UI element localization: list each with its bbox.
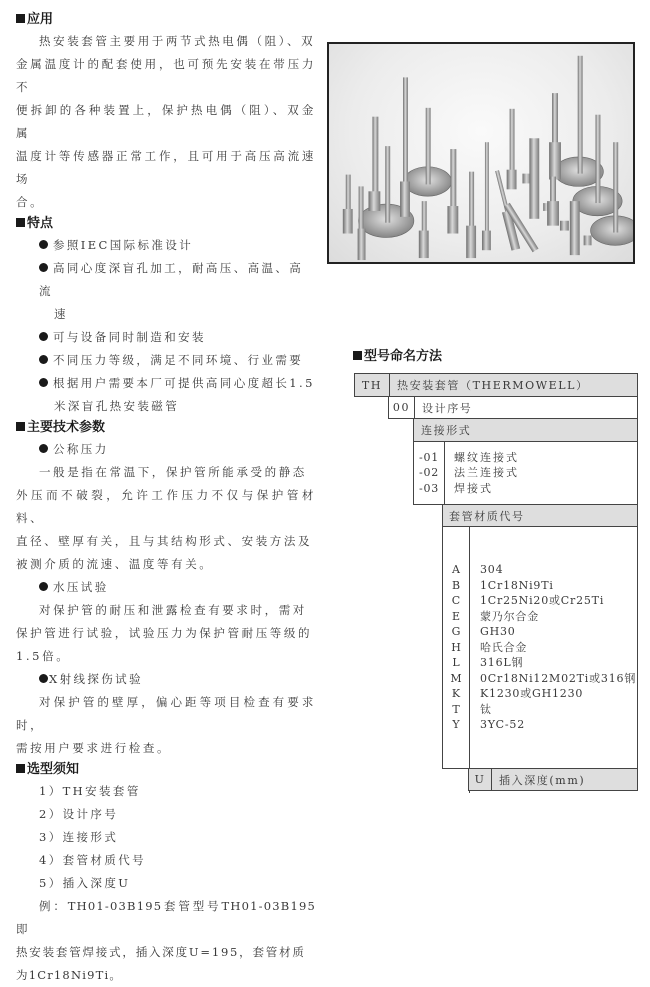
divider [469, 527, 470, 793]
material-name-list [480, 527, 636, 768]
application-line: 合。 [16, 195, 45, 209]
material-code-list [443, 527, 469, 768]
application-line: 热安装套管主要用于两节式热电偶（阻）、双 [39, 34, 316, 48]
table-row-depth [468, 768, 638, 791]
feature-text: 不同压力等级，满足不同环境、行业需要 [53, 353, 304, 367]
paragraph-line: 直径、壁厚有关，且与其结构形式、安装方法及 [16, 534, 313, 548]
selection-item: 1）TH安装套管 [39, 784, 141, 798]
application-line: 金属温度计的配套使用，也可预先安装在带压力不 [16, 57, 316, 94]
material-code: H [451, 640, 461, 654]
paragraph-line: 保护管进行试验，试验压力为保护管耐压等级的 [16, 626, 313, 640]
header-cell: 连接形式 [421, 424, 472, 437]
subheading-text: 公称压力 [53, 442, 109, 456]
paragraph-line: 外压而不破裂，允许工作压力不仅与保护管材料、 [16, 488, 316, 525]
feature-text-cont: 米深盲孔热安装磁管 [54, 399, 180, 413]
paragraph-line: 一般是指在常温下，保护管所能承受的静态 [39, 465, 307, 479]
conn-code: -03 [418, 481, 440, 495]
paragraph-line: 需按用户要求进行检查。 [16, 741, 172, 755]
table-row-material-body [442, 526, 638, 769]
material-name: 304 [480, 563, 504, 577]
table-row-conn-header [413, 418, 638, 442]
desc-cell: 热安装套管（THERMOWELL） [397, 379, 589, 392]
heading-text: 选型须知 [27, 762, 80, 777]
table-row-th [354, 373, 638, 397]
feature-text: 高同心度深盲孔加工，耐高压、高温、高流 [39, 261, 304, 298]
material-name: 哈氏合金 [480, 640, 528, 654]
material-name: K1230或GH1230 [480, 687, 584, 701]
heading-text: 主要技术参数 [27, 420, 106, 435]
conn-name: 螺纹连接式 [454, 450, 519, 464]
conn-name: 法兰连接式 [454, 466, 519, 480]
material-code: Y [452, 718, 460, 732]
selection-item: 3）连接形式 [39, 830, 119, 844]
selection-item: 4）套管材质代号 [39, 853, 147, 867]
paragraph-line: 被测介质的流速、温度等有关。 [16, 557, 214, 571]
material-code: E [451, 609, 461, 623]
heading-text: 特点 [27, 216, 54, 231]
material-name: 钛 [480, 702, 492, 716]
material-code: C [451, 594, 461, 608]
example-line: 例：TH01-03B195套管型号TH01-03B195即 [16, 899, 316, 936]
paragraph-line: 对保护管的壁厚，偏心距等项目检查有要求时， [16, 695, 316, 732]
paragraph-line: 对保护管的耐压和泄露检查有要求时，需对 [39, 603, 307, 617]
conn-name: 焊接式 [454, 481, 493, 495]
example-line: 为1Cr18Ni9Ti。 [16, 968, 123, 982]
material-name: 3YC-52 [480, 718, 525, 732]
divider [389, 374, 390, 396]
material-code: B [451, 578, 461, 592]
selection-item: 5）插入深度U [39, 876, 131, 890]
application-line: 便拆卸的各种装置上，保护热电偶（阻）、双金属 [16, 103, 316, 140]
table-row-seq [388, 396, 638, 419]
desc-cell: 插入深度(mm) [499, 773, 586, 787]
code-cell: U [474, 773, 486, 786]
material-name: 316L钢 [480, 656, 524, 670]
application-line: 温度计等传感器正常工作，且可用于高压高流速场 [16, 149, 316, 186]
paragraph-line: 1.5倍。 [16, 649, 71, 663]
feature-text-cont: 速 [54, 307, 68, 321]
selection-item: 2）设计序号 [39, 807, 119, 821]
material-name: 0Cr18Ni12M02Ti或316钢 [480, 671, 637, 685]
header-cell: 套管材质代号 [449, 509, 525, 523]
material-name: GH30 [480, 625, 516, 639]
material-name: 1Cr25Ni20或Cr25Ti [480, 594, 605, 608]
material-code: A [452, 563, 460, 577]
code-cell: 00 [392, 401, 411, 414]
table-row-conn-body [413, 441, 638, 505]
heading-text: 型号命名方法 [364, 349, 443, 364]
material-name: 1Cr18Ni9Ti [480, 578, 554, 592]
material-code: G [451, 625, 461, 639]
divider [444, 442, 445, 504]
material-name: 蒙乃尔合金 [480, 609, 539, 623]
subheading-text: 水压试验 [53, 580, 109, 594]
heading-text: 应用 [27, 12, 54, 27]
conn-code: -01 [418, 450, 440, 464]
material-code: K [451, 687, 461, 701]
material-code: T [452, 702, 460, 716]
divider [491, 769, 492, 790]
code-cell: TH [361, 378, 383, 392]
feature-text: 可与设备同时制造和安装 [53, 330, 206, 344]
desc-cell: 设计序号 [422, 401, 473, 415]
feature-text: 参照IEC国际标准设计 [53, 238, 194, 252]
material-code: M [450, 671, 462, 685]
example-line: 热安装套管焊接式，插入深度U=195，套管材质 [16, 945, 306, 959]
table-row-material-header [442, 504, 638, 527]
material-code: L [452, 656, 460, 670]
subheading-text: X射线探伤试验 [49, 672, 143, 686]
conn-code: -02 [418, 466, 440, 480]
divider [414, 397, 415, 418]
feature-text: 根据用户需要本厂可提供高同心度超长1.5 [53, 376, 315, 390]
conn-name-list [454, 442, 519, 504]
conn-code-list [414, 442, 444, 504]
